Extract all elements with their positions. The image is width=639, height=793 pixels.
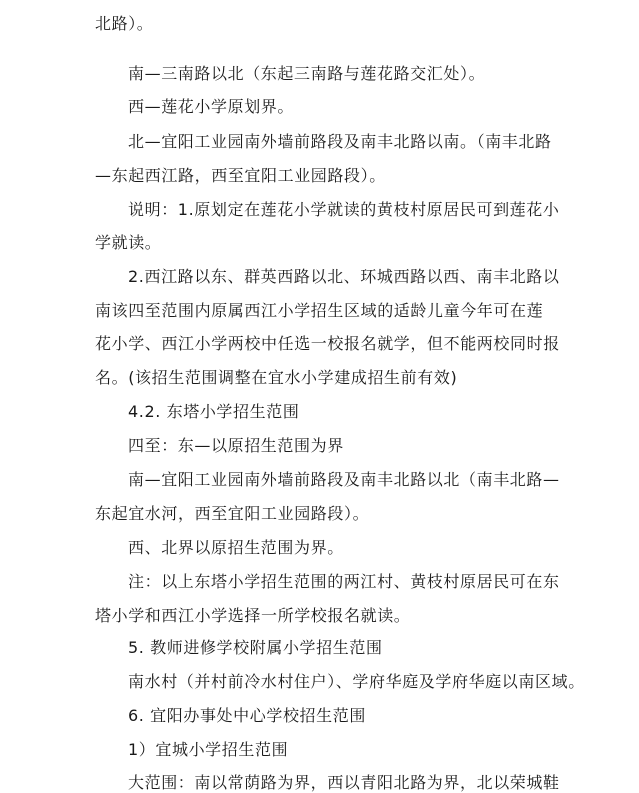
text-line: 东起宜水河，西至宜阳工业园路段）。 [95, 504, 370, 523]
text-line: 西、北界以原招生范围为界。 [128, 538, 344, 557]
text-line: 大范围：南以常荫路为界，西以青阳北路为界，北以荣城鞋 [128, 773, 560, 792]
text-line: 注：以上东塔小学招生范围的两江村、黄枝村原居民可在东 [128, 572, 560, 591]
text-line: 名。(该招生范围调整在宜水小学建成招生前有效) [95, 368, 458, 387]
text-line: 花小学、西江小学两校中任选一校报名就学，但不能两校同时报 [95, 334, 560, 353]
subsection-heading: 1）宜城小学招生范围 [128, 740, 289, 759]
text-line: 2.西江路以东、群英西路以北、环城西路以西、南丰北路以 [128, 267, 560, 286]
text-line: 西—莲花小学原划界。 [128, 97, 295, 116]
text-line: 四至：东—以原招生范围为界 [128, 436, 344, 455]
text-line: 学就读。 [95, 233, 162, 252]
text-line: 塔小学和西江小学选择一所学校报名就读。 [95, 606, 411, 625]
text-line: 南—三南路以北（东起三南路与莲花路交汇处）。 [128, 64, 486, 83]
section-heading: 5. 教师进修学校附属小学招生范围 [128, 638, 383, 657]
section-heading: 6. 宜阳办事处中心学校招生范围 [128, 706, 366, 725]
text-line: —东起西江路，西至宜阳工业园路段）。 [95, 166, 386, 185]
text-line: 南水村（并村前冷水村住户）、学府华庭及学府华庭以南区域。 [128, 672, 585, 691]
text-line: 说明：1.原划定在莲花小学就读的黄枝村原居民可到莲花小 [128, 200, 560, 219]
text-line: 南该四至范围内原属西江小学招生区域的适龄儿童今年可在莲 [95, 301, 544, 320]
text-line: 南—宜阳工业园南外墙前路段及南丰北路以北（南丰北路— [128, 470, 560, 489]
text-line: 北路）。 [95, 14, 154, 33]
text-line: 北—宜阳工业园南外墙前路段及南丰北路以南。（南丰北路 [128, 132, 552, 151]
section-heading: 4.2. 东塔小学招生范围 [128, 402, 300, 421]
